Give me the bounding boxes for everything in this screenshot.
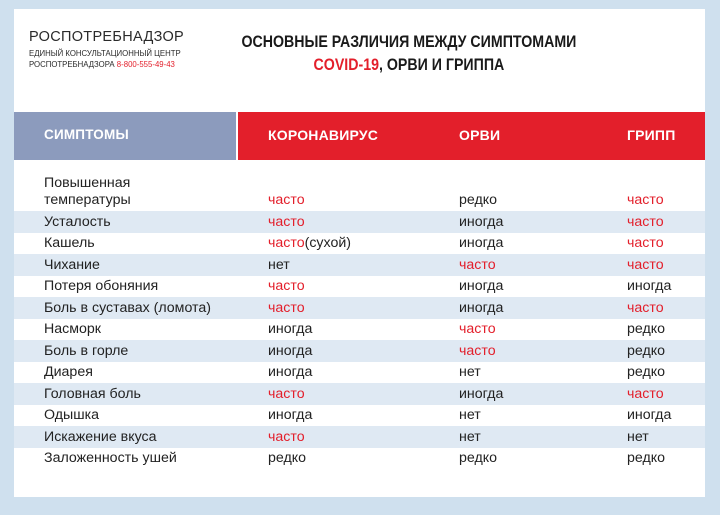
covid-cell: иногда bbox=[268, 321, 313, 337]
orvi-cell: часто bbox=[459, 256, 496, 273]
header-symptoms: СИМПТОМЫ bbox=[44, 127, 129, 142]
covid-cell: часто bbox=[268, 278, 305, 294]
orvi-cell: нет bbox=[459, 364, 481, 380]
title-line-2-rest: , ОРВИ И ГРИППА bbox=[378, 56, 505, 74]
header-coronavirus: КОРОНАВИРУС bbox=[268, 127, 379, 143]
symptom-cell: Чихание bbox=[44, 256, 100, 273]
table-row bbox=[14, 405, 705, 427]
brand-name: РОСПОТРЕБНАДЗОР bbox=[29, 29, 185, 45]
symptom-cell: Одышка bbox=[44, 407, 99, 423]
covid-value: часто bbox=[268, 235, 305, 251]
brand-line-2-text: РОСПОТРЕБНАДЗОРА bbox=[29, 59, 115, 69]
orvi-cell: иногда bbox=[459, 213, 504, 230]
symptom-cell: Диарея bbox=[44, 364, 93, 380]
orvi-cell: нет bbox=[459, 428, 481, 445]
orvi-cell: иногда bbox=[459, 385, 504, 402]
flu-cell: редко bbox=[627, 321, 666, 337]
covid-cell: нет bbox=[268, 256, 290, 273]
table-row bbox=[14, 383, 705, 405]
table-row bbox=[14, 362, 705, 384]
table-row bbox=[14, 168, 705, 211]
flu-cell: часто bbox=[627, 256, 664, 273]
covid-cell: иногда bbox=[268, 407, 313, 423]
covid-cell: редко bbox=[268, 450, 307, 466]
symptom-line-1: Повышенная bbox=[44, 175, 131, 191]
orvi-cell: часто bbox=[459, 342, 496, 359]
symptoms-table bbox=[14, 168, 705, 469]
table-row bbox=[14, 448, 705, 470]
flu-cell: редко bbox=[627, 342, 666, 359]
orvi-cell: редко bbox=[459, 192, 498, 208]
covid-cell: часто bbox=[268, 428, 305, 445]
symptom-cell: Головная боль bbox=[44, 385, 141, 402]
title-line-1: ОСНОВНЫЕ РАЗЛИЧИЯ МЕЖДУ СИМПТОМАМИ bbox=[241, 33, 577, 51]
covid-cell: часто bbox=[268, 213, 305, 230]
header-orvi: ОРВИ bbox=[459, 127, 501, 143]
symptom-cell bbox=[44, 175, 131, 209]
symptom-cell: Усталость bbox=[44, 213, 111, 230]
symptom-cell: Искажение вкуса bbox=[44, 428, 157, 445]
flu-cell: часто bbox=[627, 213, 664, 230]
symptom-cell: Боль в суставах (ломота) bbox=[44, 299, 211, 316]
orvi-cell: редко bbox=[459, 450, 498, 466]
orvi-cell: иногда bbox=[459, 299, 504, 316]
table-row bbox=[14, 211, 705, 233]
symptom-cell: Насморк bbox=[44, 321, 101, 337]
page-title bbox=[224, 31, 594, 77]
symptom-cell: Заложенность ушей bbox=[44, 450, 177, 466]
flu-cell: иногда bbox=[627, 407, 672, 423]
covid-cell: иногда bbox=[268, 342, 313, 359]
header-flu: ГРИПП bbox=[627, 127, 676, 143]
covid-cell: часто bbox=[268, 192, 305, 208]
flu-cell: часто bbox=[627, 385, 664, 402]
orvi-cell: иногда bbox=[459, 278, 504, 294]
table-row bbox=[14, 426, 705, 448]
covid-cell: иногда bbox=[268, 364, 313, 380]
flu-cell: редко bbox=[627, 364, 666, 380]
orvi-cell: часто bbox=[459, 321, 496, 337]
brand-line-2 bbox=[29, 60, 184, 71]
symptom-cell: Потеря обоняния bbox=[44, 278, 159, 294]
table-row bbox=[14, 276, 705, 298]
symptom-line-2: температуры bbox=[44, 192, 131, 208]
table-row bbox=[14, 297, 705, 319]
flu-cell: часто bbox=[627, 235, 664, 251]
symptom-cell: Боль в горле bbox=[44, 342, 129, 359]
covid-cell: часто bbox=[268, 299, 305, 316]
symptom-cell: Кашель bbox=[44, 235, 95, 251]
flu-cell: часто bbox=[627, 192, 664, 208]
covid-cell bbox=[268, 235, 351, 252]
flu-cell: редко bbox=[627, 450, 666, 466]
brand-block bbox=[29, 29, 184, 70]
table-row bbox=[14, 254, 705, 276]
brand-phone: 8-800-555-49-43 bbox=[116, 59, 175, 69]
title-line-2 bbox=[224, 54, 594, 77]
covid-cell: часто bbox=[268, 385, 305, 402]
table-row bbox=[14, 340, 705, 362]
table-row bbox=[14, 233, 705, 255]
brand-line-1: ЕДИНЫЙ КОНСУЛЬТАЦИОННЫЙ ЦЕНТР bbox=[29, 49, 181, 58]
orvi-cell: нет bbox=[459, 407, 481, 423]
brand-subtitle bbox=[29, 49, 184, 70]
flu-cell: часто bbox=[627, 299, 664, 316]
table-row bbox=[14, 319, 705, 341]
flu-cell: иногда bbox=[627, 278, 672, 294]
flu-cell: нет bbox=[627, 428, 649, 445]
covid-note: (сухой) bbox=[304, 235, 351, 251]
title-covid-accent: COVID-19 bbox=[313, 56, 379, 74]
orvi-cell: иногда bbox=[459, 235, 504, 251]
